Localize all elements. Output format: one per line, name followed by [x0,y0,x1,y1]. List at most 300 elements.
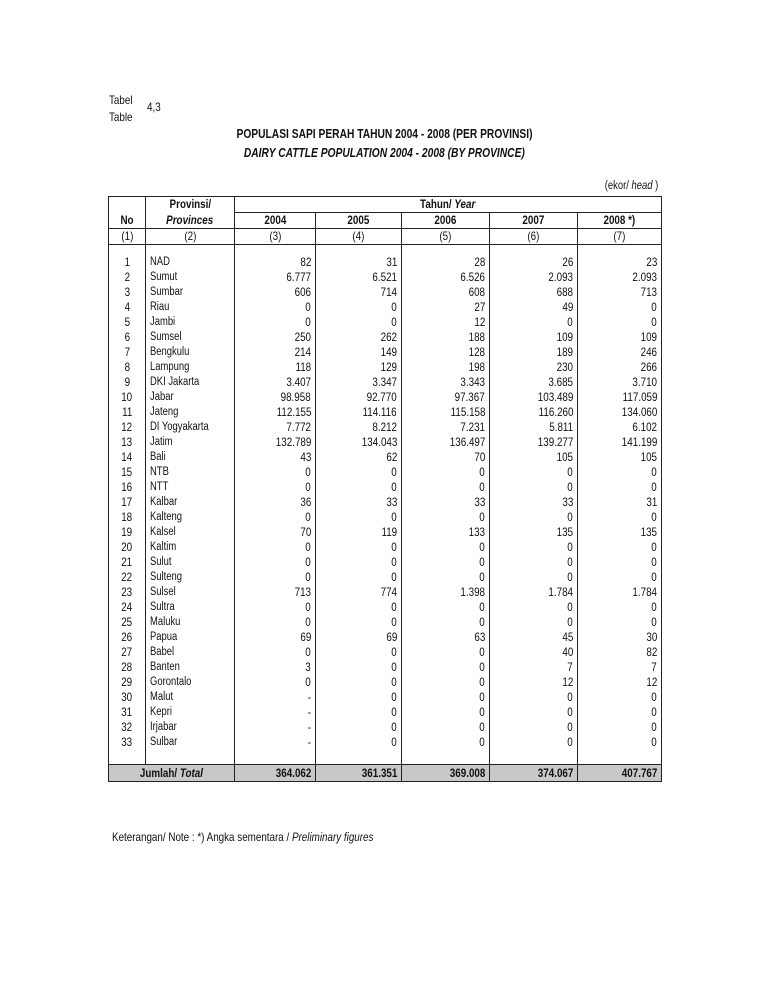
column-index-7: (7) [578,229,662,245]
value-cell-2006: 0 [402,645,490,660]
total-value-2007: 374.067 [490,765,578,782]
province-name: Bengkulu [146,345,235,360]
value-cell-2008: 0 [578,705,662,720]
row-number: 17 [109,495,146,510]
value-cell-2004: 3.407 [235,375,316,390]
value-cell-2004: 0 [235,555,316,570]
value-cell-2005: 129 [316,360,402,375]
row-number: 12 [109,420,146,435]
row-number: 11 [109,405,146,420]
value-cell-2005: 0 [316,510,402,525]
value-cell-2008: 23 [578,255,662,270]
table-row [109,570,662,585]
value-cell-2008: 2.093 [578,270,662,285]
row-number: 28 [109,660,146,675]
value-cell-2005: 62 [316,450,402,465]
value-cell-2006: 136.497 [402,435,490,450]
spacer-cell [146,245,235,256]
row-number: 8 [109,360,146,375]
value-cell-2007: 1.784 [490,585,578,600]
value-cell-2005: 0 [316,645,402,660]
value-cell-2006: 27 [402,300,490,315]
row-number: 33 [109,735,146,750]
year-header-4: 2007 [490,213,578,229]
value-cell-2006: 6.526 [402,270,490,285]
province-name: Jabar [146,390,235,405]
value-cell-2008: 6.102 [578,420,662,435]
value-cell-2007: 230 [490,360,578,375]
province-name: Riau [146,300,235,315]
value-cell-2008: 0 [578,300,662,315]
value-cell-2008: 0 [578,465,662,480]
value-cell-2004: 0 [235,570,316,585]
value-cell-2008: 0 [578,615,662,630]
value-cell-2007: 0 [490,720,578,735]
row-number: 27 [109,645,146,660]
spacer-cell [490,750,578,765]
table-row [109,720,662,735]
row-number: 25 [109,615,146,630]
column-index-6: (6) [490,229,578,245]
table-row [109,420,662,435]
table-row [109,270,662,285]
value-cell-2007: 139.277 [490,435,578,450]
value-cell-2005: 774 [316,585,402,600]
value-cell-2006: 0 [402,735,490,750]
value-cell-2004: 250 [235,330,316,345]
province-name: Sumut [146,270,235,285]
value-cell-2004: 98.958 [235,390,316,405]
value-cell-2008: 7 [578,660,662,675]
table-row [109,450,662,465]
value-cell-2007: 116.260 [490,405,578,420]
row-number: 29 [109,675,146,690]
year-group-header: Tahun/ Year [235,197,662,213]
value-cell-2007: 3.685 [490,375,578,390]
row-number: 30 [109,690,146,705]
value-cell-2007: 109 [490,330,578,345]
table-row [109,330,662,345]
province-name: Sulbar [146,735,235,750]
value-cell-2007: 49 [490,300,578,315]
value-cell-2005: 92.770 [316,390,402,405]
value-cell-2008: 0 [578,570,662,585]
value-cell-2004: 0 [235,540,316,555]
value-cell-2007: 0 [490,705,578,720]
value-cell-2007: 0 [490,690,578,705]
table-row [109,645,662,660]
province-name: Sumbar [146,285,235,300]
spacer-row [109,750,662,765]
row-number: 2 [109,270,146,285]
column-index-5: (5) [402,229,490,245]
value-cell-2008: 0 [578,315,662,330]
row-number: 20 [109,540,146,555]
value-cell-2006: 28 [402,255,490,270]
province-name: Gorontalo [146,675,235,690]
row-number: 21 [109,555,146,570]
value-cell-2008: 0 [578,540,662,555]
value-cell-2004: 0 [235,615,316,630]
value-cell-2005: 119 [316,525,402,540]
value-cell-2005: 149 [316,345,402,360]
value-cell-2005: 0 [316,465,402,480]
province-name: Lampung [146,360,235,375]
value-cell-2007: 0 [490,465,578,480]
row-number: 31 [109,705,146,720]
value-cell-2004: 7.772 [235,420,316,435]
value-cell-2004: 0 [235,600,316,615]
value-cell-2008: 12 [578,675,662,690]
year-header-2: 2005 [316,213,402,229]
value-cell-2004: 0 [235,465,316,480]
table-row [109,675,662,690]
value-cell-2005: 0 [316,675,402,690]
spacer-cell [109,750,146,765]
value-cell-2005: 31 [316,255,402,270]
header-row-2 [109,213,662,229]
table-row [109,555,662,570]
value-cell-2006: 608 [402,285,490,300]
value-cell-2007: 5.811 [490,420,578,435]
table-row [109,405,662,420]
value-cell-2005: 114.116 [316,405,402,420]
tabel-label: Tabel [109,93,133,107]
value-cell-2007: 0 [490,570,578,585]
value-cell-2004: 0 [235,315,316,330]
table-number: 4,3 [147,100,161,114]
value-cell-2008: 0 [578,600,662,615]
column-index-row [109,229,662,245]
value-cell-2006: 0 [402,705,490,720]
table-row [109,300,662,315]
value-cell-2006: 0 [402,600,490,615]
row-number: 16 [109,480,146,495]
value-cell-2006: 0 [402,660,490,675]
data-table [108,196,662,782]
table-row [109,585,662,600]
value-cell-2004: 6.777 [235,270,316,285]
table-row [109,345,662,360]
province-name: Sulteng [146,570,235,585]
table-row [109,315,662,330]
value-cell-2008: 135 [578,525,662,540]
column-index-1: (1) [109,229,146,245]
value-cell-2004: 606 [235,285,316,300]
row-number: 23 [109,585,146,600]
col-province-header-en: Provinces [146,213,235,229]
value-cell-2006: 33 [402,495,490,510]
value-cell-2007: 45 [490,630,578,645]
province-name: Sulsel [146,585,235,600]
spacer-cell [578,245,662,256]
value-cell-2004: 43 [235,450,316,465]
value-cell-2007: 33 [490,495,578,510]
table-row [109,495,662,510]
spacer-cell [490,245,578,256]
value-cell-2004: 0 [235,645,316,660]
value-cell-2007: 0 [490,735,578,750]
province-name: Malut [146,690,235,705]
value-cell-2008: 30 [578,630,662,645]
value-cell-2006: 0 [402,570,490,585]
column-index-2: (2) [146,229,235,245]
value-cell-2008: 109 [578,330,662,345]
page-subtitle: DAIRY CATTLE POPULATION 2004 - 2008 (BY PROVINCE) [243,146,525,160]
row-number: 26 [109,630,146,645]
total-value-2006: 369.008 [402,765,490,782]
value-cell-2007: 26 [490,255,578,270]
value-cell-2005: 0 [316,480,402,495]
year-header-1: 2004 [235,213,316,229]
province-name: Sultra [146,600,235,615]
value-cell-2005: 8.212 [316,420,402,435]
table-row [109,480,662,495]
spacer-cell [402,750,490,765]
value-cell-2004: 112.155 [235,405,316,420]
value-cell-2005: 714 [316,285,402,300]
table-row [109,255,662,270]
value-cell-2004: 0 [235,675,316,690]
col-province-header-id: Provinsi/ [146,197,235,213]
table-row [109,510,662,525]
value-cell-2006: 12 [402,315,490,330]
value-cell-2005: 0 [316,570,402,585]
value-cell-2004: 0 [235,480,316,495]
value-cell-2007: 688 [490,285,578,300]
province-name: Kalbar [146,495,235,510]
row-number: 22 [109,570,146,585]
province-name: NTT [146,480,235,495]
total-label: Jumlah/ Total [109,765,235,782]
province-name: Jambi [146,315,235,330]
column-index-4: (4) [316,229,402,245]
value-cell-2005: 0 [316,615,402,630]
province-name: Kaltim [146,540,235,555]
province-name: Kepri [146,705,235,720]
province-name: NTB [146,465,235,480]
value-cell-2007: 105 [490,450,578,465]
value-cell-2007: 40 [490,645,578,660]
total-value-2008: 407.767 [578,765,662,782]
row-number: 14 [109,450,146,465]
value-cell-2005: 0 [316,660,402,675]
spacer-cell [235,750,316,765]
table-row [109,540,662,555]
value-cell-2008: 141.199 [578,435,662,450]
value-cell-2005: 0 [316,720,402,735]
row-number: 19 [109,525,146,540]
value-cell-2004: - [235,735,316,750]
total-value-2005: 361.351 [316,765,402,782]
spacer-cell [146,750,235,765]
value-cell-2008: 105 [578,450,662,465]
spacer-cell [316,245,402,256]
value-cell-2008: 31 [578,495,662,510]
row-number: 24 [109,600,146,615]
province-name: Babel [146,645,235,660]
value-cell-2004: 118 [235,360,316,375]
value-cell-2004: - [235,705,316,720]
value-cell-2006: 133 [402,525,490,540]
value-cell-2005: 33 [316,495,402,510]
value-cell-2008: 266 [578,360,662,375]
value-cell-2006: 70 [402,450,490,465]
value-cell-2004: 69 [235,630,316,645]
value-cell-2006: 0 [402,480,490,495]
province-name: Jateng [146,405,235,420]
value-cell-2006: 0 [402,555,490,570]
value-cell-2006: 97.367 [402,390,490,405]
value-cell-2005: 0 [316,555,402,570]
spacer-cell [316,750,402,765]
table-row [109,630,662,645]
value-cell-2004: 132.789 [235,435,316,450]
value-cell-2008: 0 [578,510,662,525]
spacer-cell [109,245,146,256]
value-cell-2004: 214 [235,345,316,360]
value-cell-2008: 246 [578,345,662,360]
value-cell-2004: 36 [235,495,316,510]
table-row [109,360,662,375]
value-cell-2008: 0 [578,555,662,570]
row-number: 1 [109,255,146,270]
value-cell-2005: 0 [316,600,402,615]
value-cell-2006: 0 [402,510,490,525]
value-cell-2005: 0 [316,315,402,330]
value-cell-2008: 1.784 [578,585,662,600]
total-value-2004: 364.062 [235,765,316,782]
row-number: 3 [109,285,146,300]
value-cell-2006: 0 [402,675,490,690]
value-cell-2004: 713 [235,585,316,600]
year-header-3: 2006 [402,213,490,229]
province-name: Banten [146,660,235,675]
province-name: Bali [146,450,235,465]
value-cell-2006: 0 [402,540,490,555]
province-name: DI Yogyakarta [146,420,235,435]
value-cell-2006: 128 [402,345,490,360]
province-name: Sulut [146,555,235,570]
value-cell-2006: 3.343 [402,375,490,390]
value-cell-2005: 6.521 [316,270,402,285]
province-name: Sumsel [146,330,235,345]
province-name: NAD [146,255,235,270]
row-number: 7 [109,345,146,360]
value-cell-2007: 7 [490,660,578,675]
value-cell-2007: 0 [490,315,578,330]
value-cell-2004: 0 [235,300,316,315]
value-cell-2005: 0 [316,735,402,750]
value-cell-2008: 0 [578,480,662,495]
unit-label: (ekor/ head ) [604,180,658,192]
table-row [109,285,662,300]
row-number: 13 [109,435,146,450]
value-cell-2004: 82 [235,255,316,270]
value-cell-2006: 0 [402,615,490,630]
value-cell-2006: 1.398 [402,585,490,600]
value-cell-2007: 135 [490,525,578,540]
value-cell-2005: 69 [316,630,402,645]
value-cell-2008: 0 [578,720,662,735]
value-cell-2005: 262 [316,330,402,345]
table-row [109,615,662,630]
value-cell-2007: 189 [490,345,578,360]
value-cell-2006: 115.158 [402,405,490,420]
footnote: Keterangan/ Note : *) Angka sementara / Preliminary figures [112,830,374,844]
value-cell-2007: 103.489 [490,390,578,405]
spacer-row [109,245,662,256]
value-cell-2008: 0 [578,690,662,705]
value-cell-2005: 0 [316,540,402,555]
value-cell-2007: 0 [490,540,578,555]
row-number: 32 [109,720,146,735]
province-name: Papua [146,630,235,645]
value-cell-2004: - [235,690,316,705]
value-cell-2005: 0 [316,705,402,720]
table-row [109,735,662,750]
value-cell-2008: 82 [578,645,662,660]
value-cell-2005: 134.043 [316,435,402,450]
value-cell-2006: 0 [402,465,490,480]
value-cell-2007: 0 [490,510,578,525]
table-label: Table [109,110,133,124]
row-number: 6 [109,330,146,345]
row-number: 4 [109,300,146,315]
province-name: DKI Jakarta [146,375,235,390]
value-cell-2005: 3.347 [316,375,402,390]
row-number: 9 [109,375,146,390]
spacer-cell [578,750,662,765]
value-cell-2007: 0 [490,555,578,570]
value-cell-2004: 3 [235,660,316,675]
row-number: 15 [109,465,146,480]
column-index-3: (3) [235,229,316,245]
spacer-cell [235,245,316,256]
table-row [109,690,662,705]
value-cell-2006: 63 [402,630,490,645]
total-row [109,765,662,782]
spacer-cell [402,245,490,256]
value-cell-2006: 7.231 [402,420,490,435]
table-row [109,375,662,390]
value-cell-2007: 0 [490,600,578,615]
table-row [109,660,662,675]
province-name: Irjabar [146,720,235,735]
value-cell-2004: 70 [235,525,316,540]
value-cell-2004: 0 [235,510,316,525]
province-name: Jatim [146,435,235,450]
value-cell-2005: 0 [316,300,402,315]
table-row [109,525,662,540]
value-cell-2008: 713 [578,285,662,300]
value-cell-2006: 188 [402,330,490,345]
value-cell-2004: - [235,720,316,735]
province-name: Maluku [146,615,235,630]
value-cell-2007: 0 [490,615,578,630]
table-row [109,390,662,405]
value-cell-2007: 12 [490,675,578,690]
value-cell-2006: 0 [402,720,490,735]
province-name: Kalsel [146,525,235,540]
province-name: Kalteng [146,510,235,525]
value-cell-2008: 0 [578,735,662,750]
col-no-header: No [109,197,146,229]
row-number: 5 [109,315,146,330]
value-cell-2006: 0 [402,690,490,705]
table-row [109,600,662,615]
value-cell-2007: 2.093 [490,270,578,285]
